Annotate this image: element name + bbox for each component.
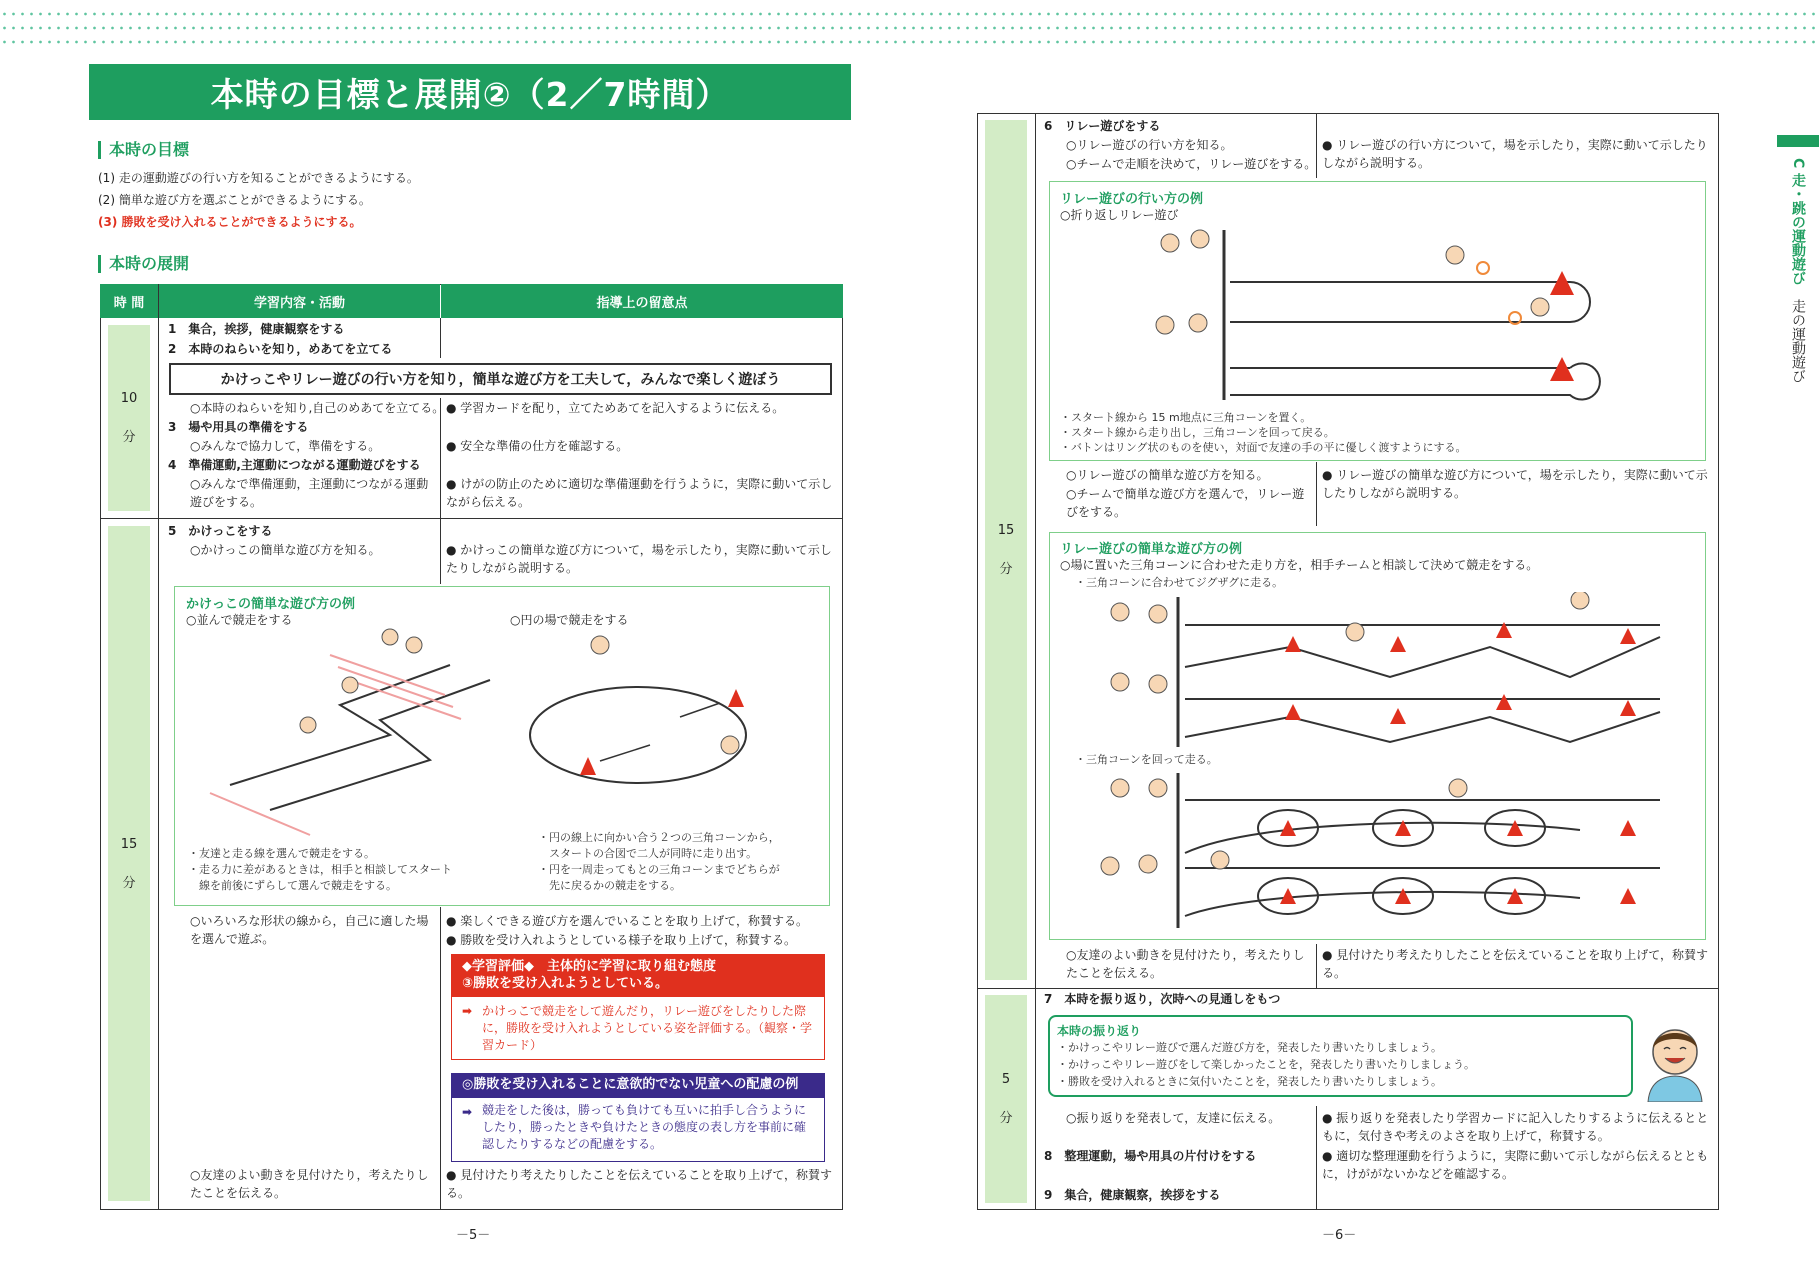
activity-6: ○いろいろな形状の線から，自己に適した場を選んで遊ぶ。	[190, 914, 429, 946]
activity-6d: ○チームで簡単な遊び方を選んで，リレー遊びをする。	[1066, 487, 1305, 519]
time-cell-15: 15 分	[108, 526, 150, 1201]
activity-6b: ○チームで走順を決めて，リレー遊びをする。	[1066, 157, 1317, 171]
evaluation-text: かけっこで競走をして遊んだり，リレー遊びをしたりした際に，勝敗を受け入れようとしている姿を評価する。（観察・学習カード）	[482, 1004, 813, 1052]
evaluation-box	[451, 954, 825, 1060]
activity-6e: ○友達のよい動きを見付けたり，考えたりしたことを伝える。	[1066, 948, 1305, 980]
note-goal: ● 学習カードを配り，立てためあてを記入するように伝える。	[446, 401, 785, 415]
goal-1: (1) 走の運動遊びの行い方を知ることができるようにする。	[98, 171, 419, 185]
cone-loop-relay-illustration	[1060, 768, 1700, 936]
example-b-note-1: ・円の線上に向かい合う２つの三角コーンから，	[538, 831, 780, 844]
kakekko-example-title: かけっこの簡単な遊び方の例	[186, 597, 356, 612]
note-7: ● 振り返りを発表したり学習カードに記入したりするように伝えるとともに，気付きや考えのよさを取り上げて，称賛する。	[1322, 1111, 1709, 1143]
time-cell-15: 15 分	[985, 120, 1027, 980]
note-6b: ● 勝敗を受け入れようとしている様子を取り上げて，称賛する。	[446, 933, 797, 947]
goals-heading: 本時の目標	[98, 141, 189, 159]
page-title: 本時の目標と展開②（2／7時間）	[89, 64, 851, 120]
care-text: 競走をした後は，勝っても負けても互いに拍手し合うようにしたり，勝ったときや負けたときの態度の表し方を事前に確認したりするなどの配慮をする。	[482, 1103, 807, 1151]
activity-3: ○みんなで協力して，準備をする。	[190, 439, 381, 453]
relay-variation-title: リレー遊びの簡単な遊び方の例	[1060, 542, 1243, 557]
runner-figures	[300, 629, 739, 754]
time-cell-5: 5 分	[985, 995, 1027, 1203]
relay-note-1: ・スタート線から 15 m地点に三角コーンを置く。	[1060, 411, 1312, 424]
header-notes: 指導上の留意点	[441, 284, 843, 318]
header-activity: 学習内容・活動	[159, 284, 440, 318]
goal-2: (2) 簡単な遊び方を選ぶことができるようにする。	[98, 193, 371, 207]
note-6: ● リレー遊びの行い方について，場を示したり，実際に動いて示したりしながら説明する。	[1322, 138, 1708, 170]
reflection-line-1: ・かけっこやリレー遊びで選んだ遊び方を，発表したり書いたりしましょう。	[1057, 1041, 1442, 1054]
arrow-icon: ➡	[462, 1105, 473, 1119]
top-dotted-rule	[0, 12, 1819, 16]
note-6c: ● リレー遊びの簡単な遊び方について，場を示したり，実際に動いて示したりしながら説明する。	[1322, 468, 1708, 500]
note-8: ● 適切な整理運動を行うように，実際に動いて示しながら伝えるとともに，けががないかなどを確認する。	[1322, 1149, 1709, 1181]
reflection-line-3: ・勝敗を受け入れるときに気付いたことを，発表したり書いたりしましょう。	[1057, 1075, 1442, 1088]
reflection-title: 本時の振り返り	[1057, 1024, 1142, 1038]
care-header: ◎勝敗を受け入れることに意欲的でない児童への配慮の例	[452, 1074, 824, 1098]
chapter-label: C 走・跳の運動遊び 走の運動遊び	[1790, 158, 1806, 384]
goal-3: (3) 勝敗を受け入れることができるようにする。	[98, 215, 362, 229]
example-a-note-1: ・友達と走る線を選んで競走をする。	[188, 847, 375, 860]
kakekko-illustration	[190, 625, 830, 840]
smiling-child-illustration	[1640, 1022, 1710, 1102]
chapter-tab	[1777, 135, 1819, 147]
step-5: 5 かけっこをする	[168, 524, 273, 538]
step-7: 7 本時を振り返り，次時への見通しをもつ	[1044, 992, 1281, 1006]
note-4: ● けがの防止のために適切な準備運動を行うように，実際に動いて示しながら伝える。	[446, 477, 833, 509]
care-box	[451, 1073, 825, 1162]
step-1: 1 集合，挨拶，健康観察をする	[168, 322, 345, 336]
relay-note-2: ・スタート線から走り出し，三角コーンを回って戻る。	[1060, 426, 1335, 439]
relay-note-3: ・バトンはリング状のものを使い，対面で友達の手の平に優しく渡すようにする。	[1060, 441, 1467, 454]
step-2: 2 本時のねらいを知り，めあてを立てる	[168, 342, 393, 356]
step-3: 3 場や用具の準備をする	[168, 420, 309, 434]
activity-5: ○かけっこの簡単な遊び方を知る。	[190, 543, 381, 557]
flow-heading: 本時の展開	[98, 255, 189, 273]
relay-variation-part-a: ・三角コーンに合わせてジグザグに走る。	[1075, 576, 1284, 589]
note-7: ● 見付けたり考えたりしたことを伝えていることを取り上げて，称賛する。	[446, 1168, 833, 1200]
activity-6a: ○リレー遊びの行い方を知る。	[1066, 138, 1233, 152]
relay-example-title: リレー遊びの行い方の例	[1060, 192, 1204, 207]
circle-track	[530, 687, 746, 783]
page-number-left: －5－	[456, 1228, 491, 1243]
activity-4: ○みんなで準備運動，主運動につながる運動遊びをする。	[190, 477, 429, 509]
example-sub-a: ○並んで競走をする	[186, 613, 293, 627]
arrow-icon: ➡	[462, 1004, 473, 1018]
note-5: ● かけっこの簡単な遊び方について，場を示したり，実際に動いて示したりしながら説明する。	[446, 543, 832, 575]
top-dotted-rule	[0, 26, 1819, 30]
reflection-line-2: ・かけっこやリレー遊びをして楽しかったことを，発表したり書いたりしましょう。	[1057, 1058, 1475, 1071]
step-6: 6 リレー遊びをする	[1044, 119, 1161, 133]
relay-example-sub: ○折り返しリレー遊び	[1060, 208, 1179, 222]
step-9: 9 集合，健康観察，挨拶をする	[1044, 1188, 1221, 1202]
activity-goal: ○本時のねらいを知り,自己のめあてを立てる。	[190, 401, 445, 415]
page-number-right: －6－	[1322, 1228, 1357, 1243]
activity-7: ○友達のよい動きを見付けたり，考えたりしたことを伝える。	[190, 1168, 429, 1200]
example-a-note-3: 線を前後にずらして選んで競走をする。	[188, 879, 397, 892]
relay-illustration	[1060, 225, 1700, 405]
zigzag-relay-illustration	[1060, 592, 1700, 752]
header-time: 時 間	[100, 284, 158, 318]
example-b-note-2: スタートの合図で二人が同時に走り出す。	[538, 847, 758, 860]
top-dotted-rule	[0, 40, 1819, 44]
step-4: 4 準備運動,主運動につながる運動遊びをする	[168, 458, 421, 472]
example-a-note-2: ・走る力に差があるときは，相手と相談してスタート	[188, 863, 452, 876]
lesson-objective: かけっこやリレー遊びの行い方を知り，簡単な遊び方を工夫して，みんなで楽しく遊ぼう	[169, 363, 832, 395]
example-sub-b: ○円の場で競走をする	[510, 613, 629, 627]
relay-variation-part-b: ・三角コーンを回って走る。	[1075, 753, 1218, 766]
activity-7: ○振り返りを発表して，友達に伝える。	[1066, 1111, 1281, 1125]
time-cell-10: 10 分	[108, 325, 150, 511]
activity-6c: ○リレー遊びの簡単な遊び方を知る。	[1066, 468, 1269, 482]
relay-variation-sub: ○場に置いた三角コーンに合わせた走り方を，相手チームと相談して決めて競走をする。	[1060, 558, 1539, 572]
step-8: 8 整理運動，場や用具の片付けをする	[1044, 1149, 1257, 1163]
reflection-speech-bubble	[1048, 1015, 1633, 1097]
example-b-note-3: ・円を一周走ってもとの三角コーンまでどちらが	[538, 863, 780, 876]
note-6e: ● 見付けたり考えたりしたことを伝えていることを取り上げて，称賛する。	[1322, 948, 1709, 980]
note-6a: ● 楽しくできる遊び方を選んでいることを取り上げて，称賛する。	[446, 914, 809, 928]
example-b-note-4: 先に戻るかの競走をする。	[538, 879, 681, 892]
evaluation-header: ◆学習評価◆ 主体的に学習に取り組む態度 ③勝敗を受け入れようとしている。	[452, 955, 824, 997]
note-3: ● 安全な準備の仕方を確認する。	[446, 439, 629, 453]
